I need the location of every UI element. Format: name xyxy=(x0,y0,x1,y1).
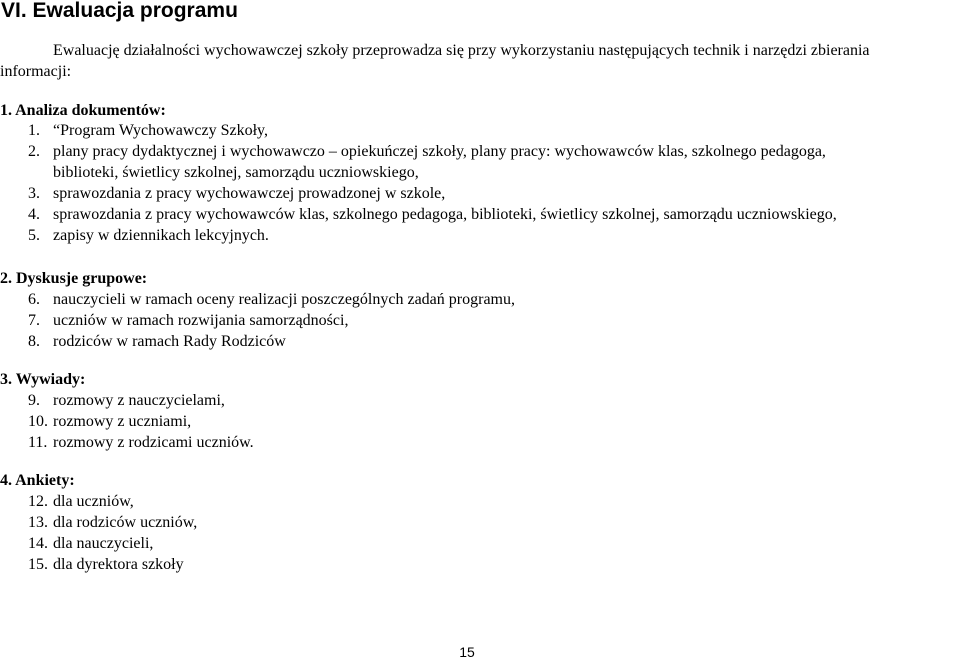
list-item xyxy=(0,225,958,246)
item-number: 12. xyxy=(28,493,48,510)
list-item xyxy=(0,432,958,453)
section-group-discussions xyxy=(0,269,958,352)
section-title: 3. Wywiady: xyxy=(0,371,86,388)
item-text: rozmowy z uczniami, xyxy=(53,413,192,430)
list-item xyxy=(0,411,958,432)
section-surveys xyxy=(0,471,958,575)
item-number: 11. xyxy=(28,434,48,451)
list-item xyxy=(0,331,958,352)
item-number: 4. xyxy=(28,206,40,223)
item-number: 5. xyxy=(28,227,40,244)
list-item xyxy=(0,289,958,310)
list-item xyxy=(0,120,958,141)
item-number: 2. xyxy=(28,143,40,160)
section-title: 4. Ankiety: xyxy=(0,472,75,489)
list-item xyxy=(0,533,958,554)
section-heading: VI. Ewaluacja programu xyxy=(1,0,238,22)
page-number: 15 xyxy=(459,644,475,660)
item-text: sprawozdania z pracy wychowawców klas, szkolnego pedagoga, biblioteki, świetlicy szkolnej, samorządu uczniowskiego, xyxy=(53,206,837,223)
intro-paragraph xyxy=(0,40,958,82)
item-text: rozmowy z rodzicami uczniów. xyxy=(53,434,254,451)
item-number: 9. xyxy=(28,392,40,409)
item-text: nauczycieli w ramach oceny realizacji poszczególnych zadań programu, xyxy=(53,291,515,308)
item-text: rodziców w ramach Rady Rodziców xyxy=(53,333,286,350)
list-item xyxy=(0,310,958,331)
item-text-wrap xyxy=(53,141,958,183)
item-text: rozmowy z nauczycielami, xyxy=(53,392,225,409)
item-text: uczniów w ramach rozwijania samorządności, xyxy=(53,312,349,329)
item-number: 3. xyxy=(28,185,40,202)
item-text: “Program Wychowawczy Szkoły, xyxy=(53,122,268,139)
item-text: zapisy w dziennikach lekcyjnych. xyxy=(53,227,269,244)
item-number: 10. xyxy=(28,413,48,430)
item-text: dla dyrektora szkoły xyxy=(53,556,184,573)
item-number: 6. xyxy=(28,291,40,308)
item-text: sprawozdania z pracy wychowawczej prowadzonej w szkole, xyxy=(53,185,446,202)
list-item xyxy=(0,204,958,225)
item-text: dla uczniów, xyxy=(53,493,134,510)
section-title: 1. Analiza dokumentów: xyxy=(0,102,166,119)
list-item xyxy=(0,141,958,183)
item-text: plany pracy dydaktycznej i wychowawczo – opiekuńczej szkoły, plany pracy: wychowawców klas, szkolnego pedagoga, xyxy=(53,143,826,160)
item-number: 1. xyxy=(28,122,40,139)
item-number: 14. xyxy=(28,535,48,552)
intro-line-1: Ewaluację działalności wychowawczej szkoły przeprowadza się przy wykorzystaniu następujących technik i narzędzi zbierania xyxy=(53,42,870,59)
item-number: 15. xyxy=(28,556,48,573)
list-item xyxy=(0,512,958,533)
item-text-continued: biblioteki, świetlicy szkolnej, samorządu uczniowskiego, xyxy=(53,164,419,181)
item-number: 8. xyxy=(28,333,40,350)
item-number: 13. xyxy=(28,514,48,531)
item-text: dla nauczycieli, xyxy=(53,535,154,552)
section-title: 2. Dyskusje grupowe: xyxy=(0,270,148,287)
intro-line-2: informacji: xyxy=(0,63,72,80)
item-number: 7. xyxy=(28,312,40,329)
list-item xyxy=(0,491,958,512)
list-item xyxy=(0,554,958,575)
item-text: dla rodziców uczniów, xyxy=(53,514,198,531)
list-item xyxy=(0,183,958,204)
section-document-analysis xyxy=(0,101,958,246)
section-interviews xyxy=(0,370,958,453)
list-item xyxy=(0,390,958,411)
